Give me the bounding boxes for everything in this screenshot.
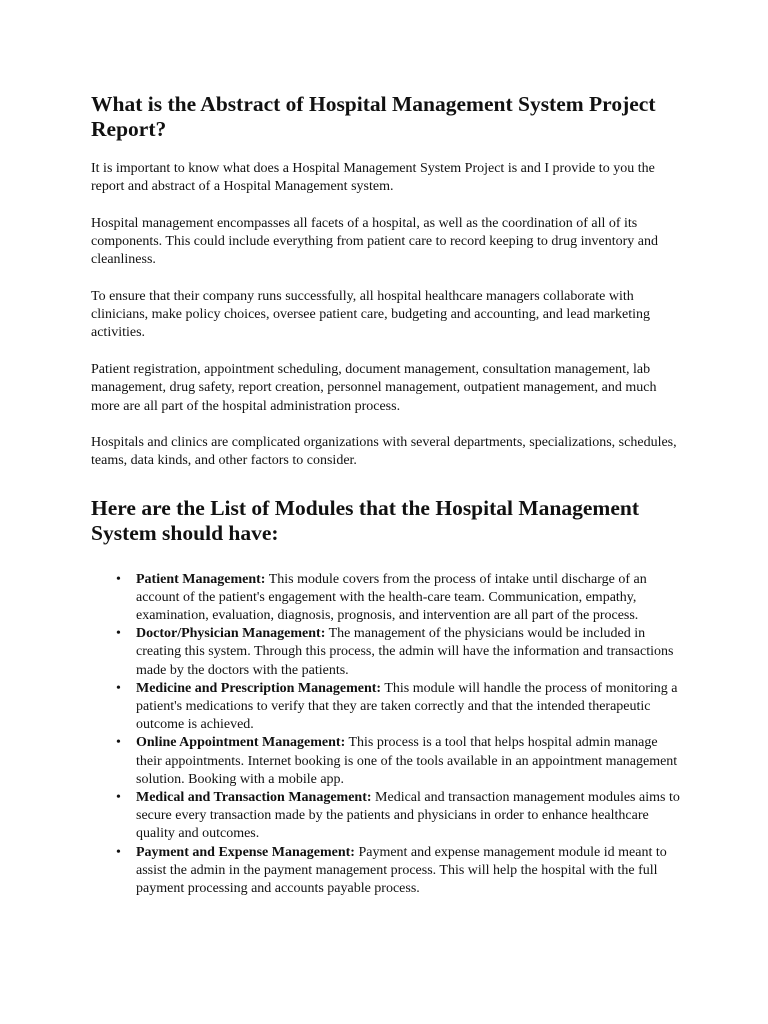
module-description: Payment and expense management module id meant to assist the admin in the payment management process. This will help the hospital with the full payment processing and accounts payable process. <box>136 844 667 897</box>
bullet-icon: • <box>116 571 121 587</box>
module-description: This module covers from the process of intake until discharge of an account of the patient's engagement with the health-care team. Communication, empathy, examination, evaluation, diagnosis, prognosis, and intervention are all part of the process. <box>136 571 647 624</box>
list-item <box>116 734 680 789</box>
module-name: Doctor/Physician Management: <box>136 626 326 642</box>
paragraph-intro: It is important to know what does a Hospital Management System Project is and I provide to you the report and abstract of a Hospital Management system. <box>91 161 655 195</box>
list-item <box>116 789 680 844</box>
list-item <box>116 844 680 899</box>
bullet-icon: • <box>116 626 121 642</box>
module-description: This process is a tool that helps hospital admin manage their appointments. Internet booking is one of the tools available in an appointment management solution. Booking with a mobile app. <box>136 735 678 787</box>
bullet-icon: • <box>116 735 121 751</box>
list-item <box>116 680 680 735</box>
module-name: Medical and Transaction Management: <box>136 790 372 806</box>
modules-heading: Here are the List of Modules that the Hospital Management System should have: <box>91 495 639 545</box>
module-description: The management of the physicians would be included in creating this system. Through this process, the admin will have the information and transactions made by the doctors with the patients. <box>136 626 674 678</box>
module-name: Online Appointment Management: <box>136 735 346 751</box>
bullet-icon: • <box>116 790 121 806</box>
paragraph-complexity: Hospitals and clinics are complicated organizations with several departments, specializations, schedules, teams, data kinds, and other factors to consider. <box>91 435 677 469</box>
module-description: Medical and transaction management modules aims to secure every transaction made by the patients and physicians in order to enhance healthcare quality and outcomes. <box>136 790 680 842</box>
paragraph-definition: Hospital management encompasses all facets of a hospital, as well as the coordination of all of its components. This could include everything from patient care to record keeping to drug inventory and cleanliness. <box>91 215 658 268</box>
bullet-icon: • <box>116 844 121 860</box>
module-description: This module will handle the process of monitoring a patient's medications to verify that they are taken correctly and that the intended therapeutic outcome is achieved. <box>136 680 678 733</box>
paragraph-processes: Patient registration, appointment scheduling, document management, consultation management, lab management, drug safety, report creation, personnel management, outpatient management, and much more are all part of the hospital administration process. <box>91 362 657 414</box>
bullet-icon: • <box>116 680 121 696</box>
paragraph-managers: To ensure that their company runs successfully, all hospital healthcare managers collaborate with clinicians, make policy choices, oversee patient care, budgeting and accounting, and lead marketing activities. <box>91 289 651 341</box>
module-name: Medicine and Prescription Management: <box>136 680 382 696</box>
module-name: Payment and Expense Management: <box>136 844 355 860</box>
article-title: What is the Abstract of Hospital Management System Project Report? <box>91 92 656 141</box>
modules-list <box>91 571 680 899</box>
module-name: Patient Management: <box>136 571 266 587</box>
list-item <box>116 571 680 626</box>
list-item <box>116 625 680 680</box>
